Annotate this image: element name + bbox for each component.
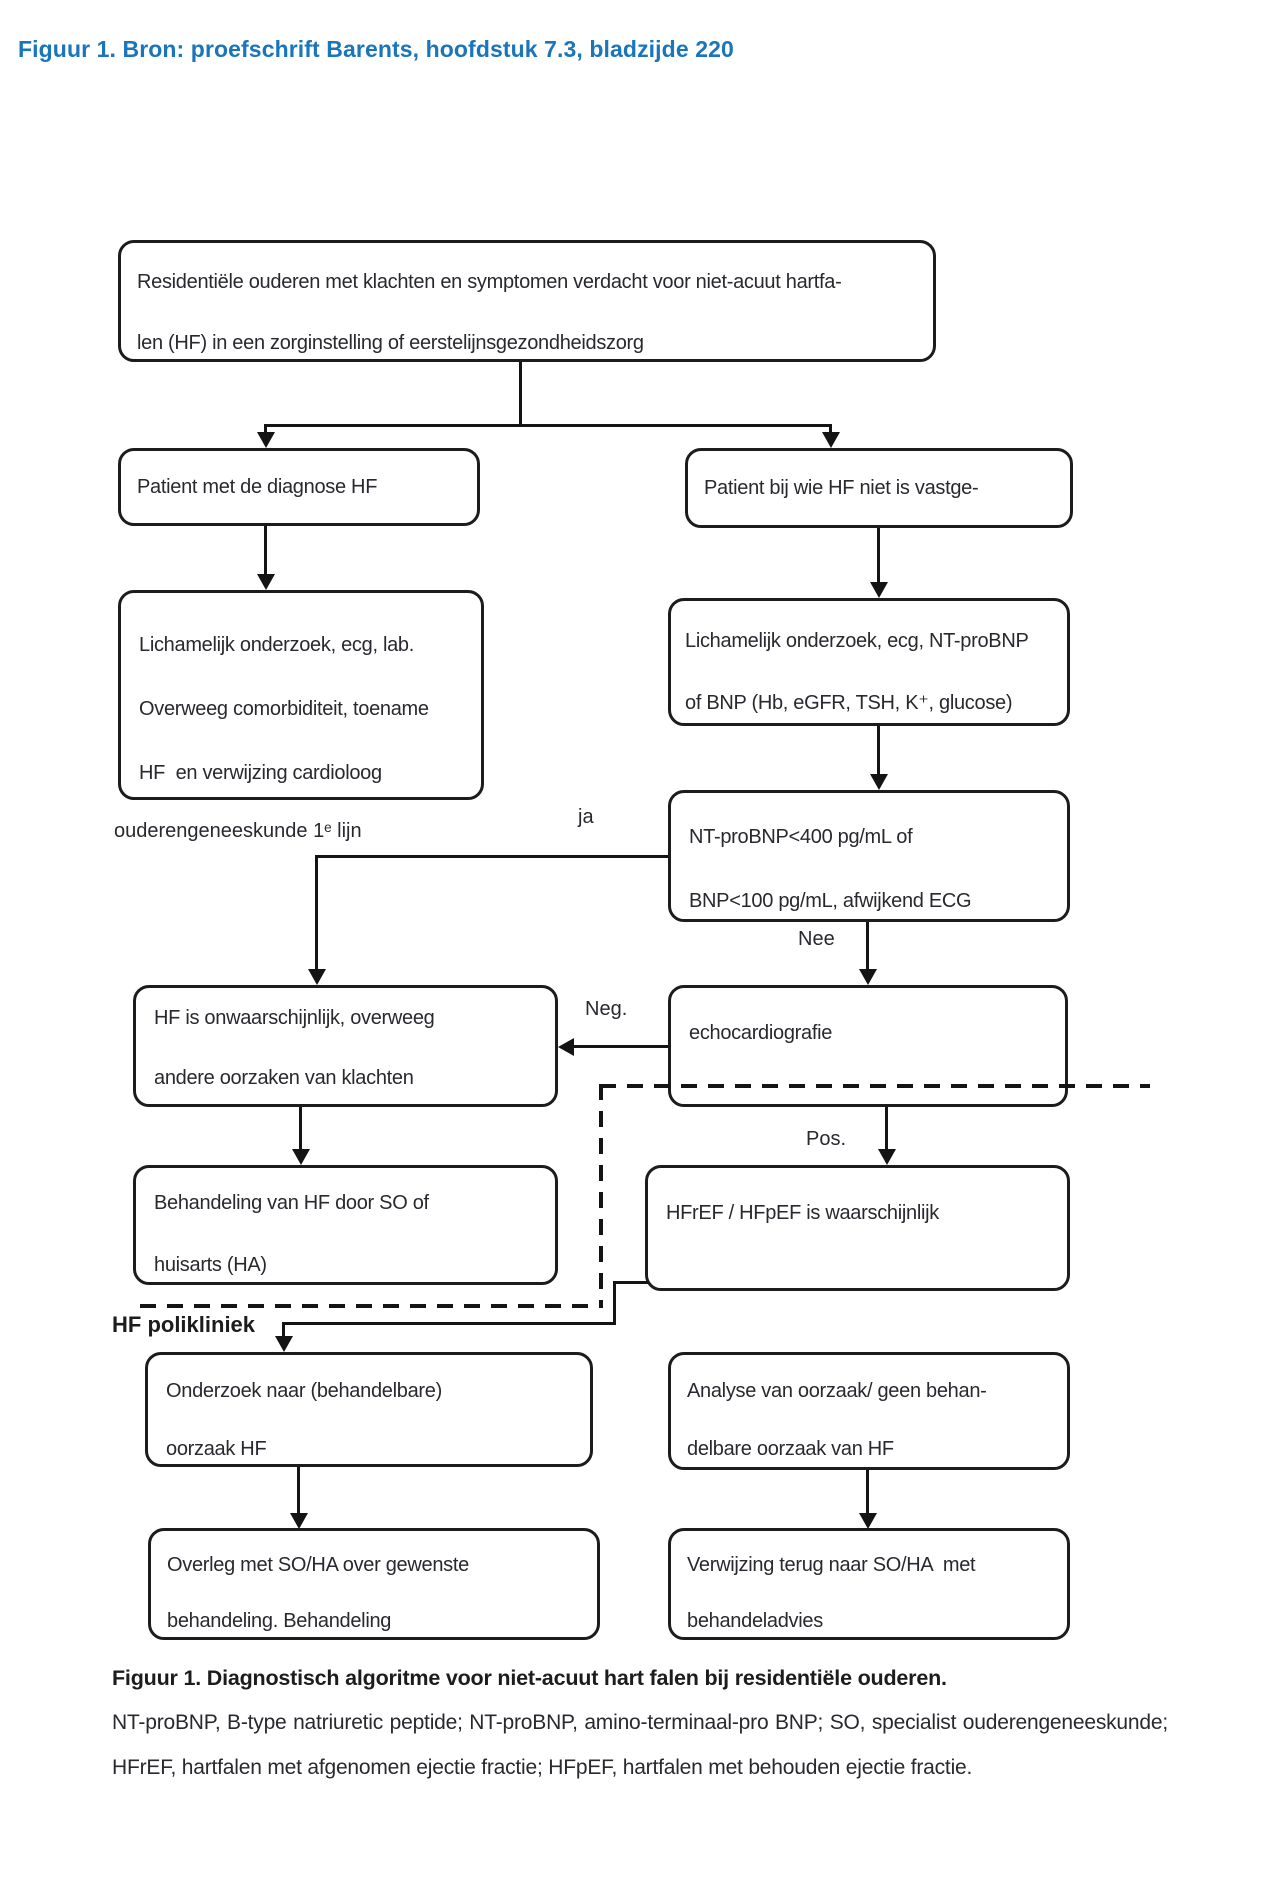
node-patient-no-dx [685,448,1073,528]
node-text: HF is onwaarschijnlijk, overweeg [154,1007,435,1029]
node-overleg [148,1528,600,1640]
node-cause-analysis [668,1352,1070,1470]
label-pos: Pos. [806,1128,847,1150]
node-text: Patient bij wie HF niet is vastge- [704,476,979,499]
node-text: Overweeg comorbiditeit, toename [139,698,429,720]
node-text: behandeling. Behandeling [167,1610,392,1632]
node-text: huisarts (HA) [154,1254,267,1276]
arrowhead-to-patient-no-dx [822,432,840,448]
node-workup-right [668,598,1070,726]
label-nee: Nee [798,928,835,950]
node-ntprobnp [668,790,1070,922]
connector-polikliniek-horizontal [282,1322,616,1325]
arrowhead-to-echo [859,969,877,985]
page-title: Figuur 1. Bron: proefschrift Barents, hoofdstuk 7.3, bladzijde 220 [18,36,734,62]
node-text: BNP<100 pg/mL, afwijkend ECG [689,890,972,912]
connector-investigation-overleg [297,1467,300,1515]
label-first-line: ouderengeneeskunde 1ᵉ lijn [114,820,362,842]
arrowhead-to-overleg [290,1513,308,1529]
connector-dx-workup [264,526,267,576]
divider-dashed-vertical [599,1084,603,1308]
node-text: Patient met de diagnose HF [137,475,378,498]
node-patient-dx [118,448,480,526]
connector-workup-ntprobnp [877,726,880,776]
connector-neg [572,1045,668,1048]
connector-ja-vertical [315,855,318,971]
node-treatment-so-ha [133,1165,558,1285]
arrowhead-to-hfref [878,1149,896,1165]
node-hf-unlikely [133,985,558,1107]
connector-nodx-workup [877,528,880,584]
node-text: Onderzoek naar (behandelbare) [166,1380,442,1402]
node-text: Lichamelijk onderzoek, ecg, NT-proBNP [685,630,1029,652]
node-text: Analyse van oorzaak/ geen behan- [687,1380,987,1402]
node-text: Residentiële ouderen met klachten en symptomen verdacht voor niet-acuut hartfa- [137,271,842,293]
node-hfref [645,1165,1070,1291]
divider-dashed-top [600,1084,1150,1088]
arrowhead-to-hf-unlikely [308,969,326,985]
node-text: delbare oorzaak van HF [687,1438,894,1460]
caption-text: NT-proBNP, B-type natriuretic peptide; NT-proBNP, amino-terminaal-pro BNP; SO, specialist ouderengeneeskunde; HFrEF, hartfalen met afgenomen ejectie fractie; HFpEF, hartfalen met behouden ejectie fractie. [112,1711,1168,1779]
connector-top-stem [519,362,522,425]
node-text: NT-proBNP<400 pg/mL of [689,826,913,848]
node-text: Behandeling van HF door SO of [154,1192,429,1214]
node-text: oorzaak HF [166,1438,267,1460]
connector-unlikely-treatment [299,1107,302,1151]
divider-dashed-bottom [140,1304,602,1308]
connector-ja-horizontal [315,855,668,858]
node-text: len (HF) in een zorginstelling of eerstelijnsgezondheidszorg [137,332,644,354]
arrowhead-neg-left [558,1038,574,1056]
connector-hfref-down [613,1281,616,1325]
node-text: echocardiografie [689,1022,833,1044]
node-text: andere oorzaken van klachten [154,1067,414,1089]
node-text: Lichamelijk onderzoek, ecg, lab. [139,634,414,656]
arrowhead-to-ntprobnp [870,774,888,790]
connector-top-split [264,424,832,427]
node-text: behandeladvies [687,1610,823,1632]
node-echo [668,985,1068,1107]
arrowhead-to-verwijzing [859,1513,877,1529]
node-text: of BNP (Hb, eGFR, TSH, K⁺, glucose) [685,692,1013,714]
node-workup-left [118,590,484,800]
arrowhead-to-treatment [292,1149,310,1165]
caption-title: Figuur 1. Diagnostisch algoritme voor niet-acuut hart falen bij residentiële ouderen. [112,1666,947,1690]
arrowhead-to-workup-right [870,582,888,598]
arrowhead-to-patient-dx [257,432,275,448]
node-residential [118,240,936,362]
node-text: Overleg met SO/HA over gewenste [167,1554,469,1576]
node-text: HFrEF / HFpEF is waarschijnlijk [666,1202,939,1224]
connector-pos [885,1107,888,1151]
label-ja: ja [578,806,594,828]
arrowhead-to-cause-investigation [275,1336,293,1352]
connector-nee [866,922,869,970]
label-neg: Neg. [585,998,628,1020]
connector-analysis-verwijzing [866,1470,869,1515]
node-text: HF en verwijzing cardioloog [139,762,382,784]
connector-hfref-exit [613,1281,648,1284]
node-cause-investigation [145,1352,593,1467]
node-text: Verwijzing terug naar SO/HA met [687,1554,976,1576]
arrowhead-to-workup-left [257,574,275,590]
node-verwijzing [668,1528,1070,1640]
label-hf-polikliniek: HF polikliniek [112,1312,256,1337]
